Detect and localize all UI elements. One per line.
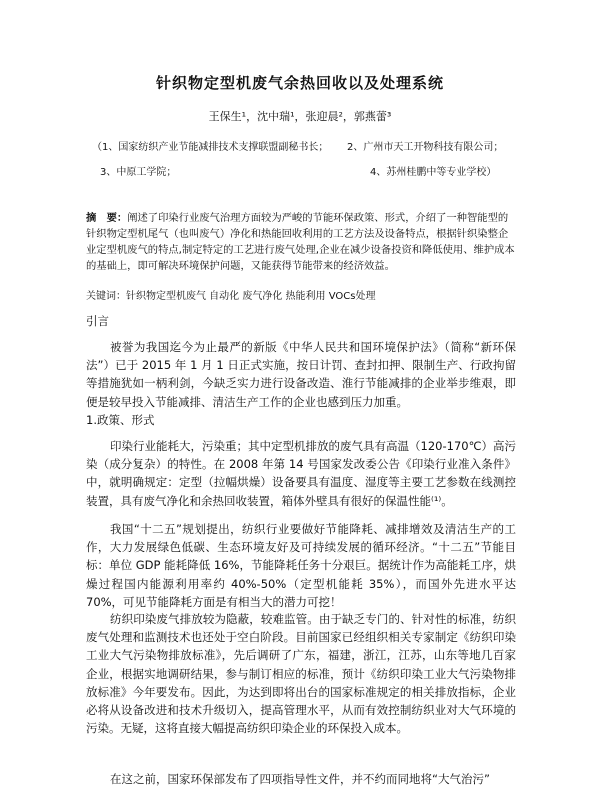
keywords-text: 针织物定型机废气 自动化 废气净化 热能利用 VOCs处理	[126, 291, 376, 302]
keywords-label: 关键词：	[86, 291, 126, 302]
affiliation-2: 2、广州市天工开物科技有限公司；	[347, 142, 504, 153]
abstract-label: 摘 要：	[86, 212, 128, 224]
section-1-paragraph-2: 我国“十二五”规划提出，纺织行业要做好节能降耗、减排增效及清洁生产的工作，大力发展绿色低碳、生态环境友好及可持续发展的循环经济。“十二五”节能目标：单位 GDP 能耗降低 16%，节能降耗任务十分艰巨。据统计作为高能耗工序，烘燥过程国内能源利用率约 40%-50%（定型机能耗 35%），而国外先进水平达 70%，可见节能降耗方面是有相当大的潜力可挖！	[86, 522, 516, 609]
intro-paragraph: 被誉为我国迄今为止最严的新版《中华人民共和国环境保护法》（简称“新环保法”）已于 2015 年 1 月 1 日正式实施，按日计罚、查封扣押、限制生产、行政拘留等措施犹如一柄利剑，今缺乏实力进行设备改造、淮行节能减排的企业举步维艰，即便是较早投入节能减排、清洁生产工作的企业也感到压力加重。	[86, 340, 516, 409]
author-list: 王保生¹，沈中瑞¹，张迎晨²，郭燕蕾³	[208, 110, 392, 123]
paper-title: 针织物定型机废气余热回收以及处理系统	[155, 74, 444, 92]
intro-heading: 引言	[86, 314, 109, 328]
abstract-text: 阐述了印染行业废气治理方面较为严峻的节能环保政策、形式，介绍了一种智能型的针织物定型机尾气（也叫废气）净化和热能回收利用的工艺方法及设备特点，根据针织染整企业定型机废气的特点,制定特定的工艺进行废气处理,企业在减少设备投资和降低使用、维护成本的基础上，即可解决环境保护问题，又能获得节能带来的经济效益。	[86, 212, 515, 272]
keywords	[86, 287, 516, 302]
abstract	[86, 210, 516, 274]
affiliation-3: 3、中原工学院；	[100, 167, 177, 178]
section-1-heading: 1.政策、形式	[86, 413, 155, 427]
section-1-paragraph-3: 纺织印染废气排放较为隐蔽，较难监管。由于缺乏专门的、针对性的标准，纺织废气处理和监测技术也还处于空白阶段。目前国家已经组织相关专家制定《纺织印染工业大气污染物排放标准》，先后调研了广东，福建，浙江，江苏，山东等地几百家企业，根据实地调研结果，参与制订相应的标准，预计《纺织印染工业大气污染物排放标准》今年要发布。因此，为达到即将出台的国家标准规定的相关排放指标，企业必将从设备改进和技术升级切入，提高管理水平，从而有效控制纺织业对大气环境的污染。无疑，这将直接大幅提高纺织印染企业的环保投入成本。	[86, 612, 516, 736]
affiliation-1: （1、国家纺织产业节能减排技术支撑联盟副秘书长；	[92, 142, 329, 153]
section-1-paragraph-4: 在这之前，国家环保部发布了四项指导性文件，并不约而同地将“大气治污”	[110, 772, 490, 786]
section-1-paragraph-1: 印染行业能耗大，污染重；其中定型机排放的废气具有高温（120-170℃）高污染（成分复杂）的特性。在 2008 年第 14 号国家发改委公告《印染行业准入条件》中，就明确规定：定型（拉幅烘燥）设备要具有温度、湿度等主要工艺参数在线测控装置，具有废气净化和余热回收装置，箱体外壁具有很好的保温性能⁽¹⁾。	[86, 439, 516, 508]
affiliation-4: 4、苏州桂鹏中等专业学校）	[370, 167, 497, 178]
